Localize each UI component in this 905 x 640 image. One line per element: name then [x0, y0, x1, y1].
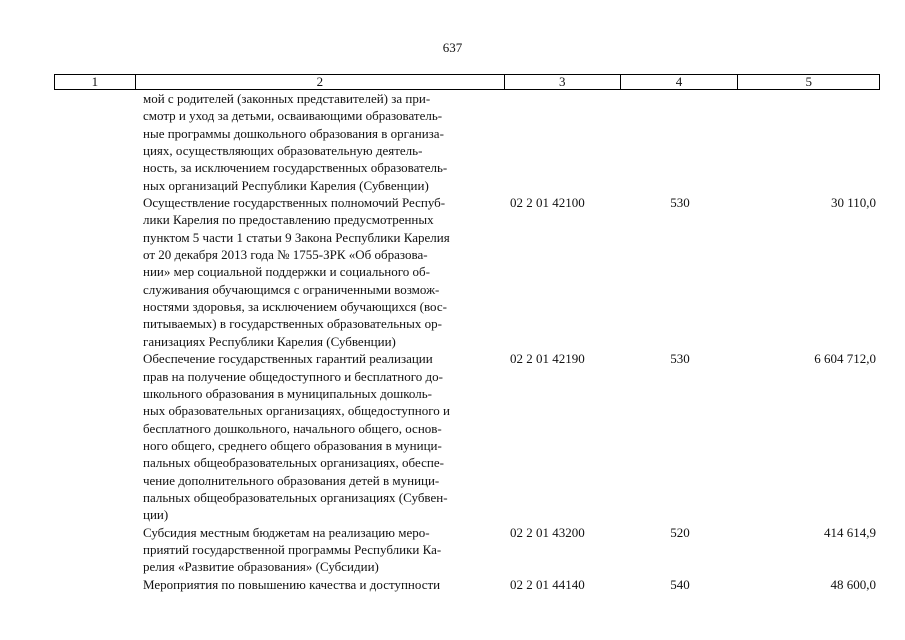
cell-amount: 48 600,0	[830, 576, 876, 592]
table-row	[54, 524, 880, 576]
table-column-header	[54, 74, 880, 90]
cell-type: 540	[670, 576, 690, 592]
cell-code: 02 2 01 44140	[510, 576, 585, 592]
description-line: циях, осуществляющих образовательную деятель-	[143, 143, 423, 159]
cell-code: 02 2 01 42190	[510, 351, 585, 367]
cell-description	[135, 350, 505, 523]
cell-type: 530	[670, 195, 690, 211]
description-line: Субсидия местным бюджетам на реализацию меро-	[143, 524, 430, 540]
cell-description	[135, 194, 505, 350]
description-line: ции)	[143, 507, 169, 523]
cell-empty	[54, 90, 135, 194]
table-body	[54, 90, 880, 593]
description-line: питываемых) в государственных образовательных ор-	[143, 316, 442, 332]
column-header-4: 4	[621, 75, 739, 89]
table-row	[54, 194, 880, 350]
cell-amount	[739, 90, 880, 194]
cell-description	[135, 576, 505, 593]
description-line: пальных общеобразовательных организациях, обеспе-	[143, 455, 444, 471]
cell-code	[505, 90, 621, 194]
column-header-5: 5	[805, 74, 812, 89]
page-number: 637	[442, 40, 463, 55]
description-line: ностями здоровья, за исключением обучающихся (вос-	[143, 299, 447, 315]
table-row	[54, 90, 880, 194]
description-line: чение дополнительного образования детей в муници-	[143, 472, 440, 488]
column-header-2: 2	[136, 75, 505, 89]
column-header-1: 1	[55, 75, 136, 89]
description-line: приятий государственной программы Республики Ка-	[143, 541, 442, 557]
description-line: от 20 декабря 2013 года № 1755-ЗРК «Об образова-	[143, 247, 428, 263]
description-line: школьного образования в муниципальных дошколь-	[143, 385, 432, 401]
table-row	[54, 576, 880, 593]
description-line: лики Карелия по предоставлению предусмотренных	[143, 212, 434, 228]
cell-amount: 414 614,9	[824, 524, 876, 540]
description-line: релия «Развитие образования» (Субсидии)	[143, 559, 379, 575]
description-line: пунктом 5 части 1 статьи 9 Закона Республики Карелия	[143, 229, 450, 245]
description-line: прав на получение общедоступного и бесплатного до-	[143, 368, 443, 384]
cell-type	[621, 90, 739, 194]
description-line: ных организаций Республики Карелия (Субвенции)	[143, 177, 429, 193]
table-row	[54, 350, 880, 523]
cell-amount: 6 604 712,0	[814, 351, 876, 367]
cell-code: 02 2 01 42100	[510, 195, 585, 211]
cell-empty	[54, 350, 135, 523]
cell-type: 520	[670, 524, 690, 540]
cell-description	[135, 90, 505, 194]
description-line: Мероприятия по повышению качества и доступности	[143, 576, 441, 592]
description-line: ность, за исключением государственных образователь-	[143, 160, 448, 176]
description-line: Осуществление государственных полномочий Респуб-	[143, 195, 446, 211]
description-line: ного общего, среднего общего образования в муници-	[143, 437, 442, 453]
cell-amount: 30 110,0	[830, 195, 876, 211]
column-header-3: 3	[505, 75, 621, 89]
description-line: служивания обучающимся с ограниченными возмож-	[143, 281, 440, 297]
description-line: смотр и уход за детьми, осваивающими образователь-	[143, 108, 443, 124]
description-line: ных образовательных организациях, общедоступного и	[143, 403, 450, 419]
description-line: ганизациях Республики Карелия (Субвенции)	[143, 333, 396, 349]
description-line: мой с родителей (законных представителей) за при-	[143, 91, 431, 106]
description-line: Обеспечение государственных гарантий реализации	[143, 351, 433, 367]
description-line: нии» мер социальной поддержки и социального об-	[143, 264, 430, 280]
description-line: бесплатного дошкольного, начального общего, основ-	[143, 420, 442, 436]
description-line: пальных общеобразовательных организациях (Субвен-	[143, 489, 448, 505]
cell-code: 02 2 01 43200	[510, 524, 585, 540]
cell-empty	[54, 576, 135, 593]
cell-empty	[54, 194, 135, 350]
cell-empty	[54, 524, 135, 576]
description-line: ные программы дошкольного образования в организа-	[143, 125, 444, 141]
cell-description	[135, 524, 505, 576]
cell-type: 530	[670, 351, 690, 367]
